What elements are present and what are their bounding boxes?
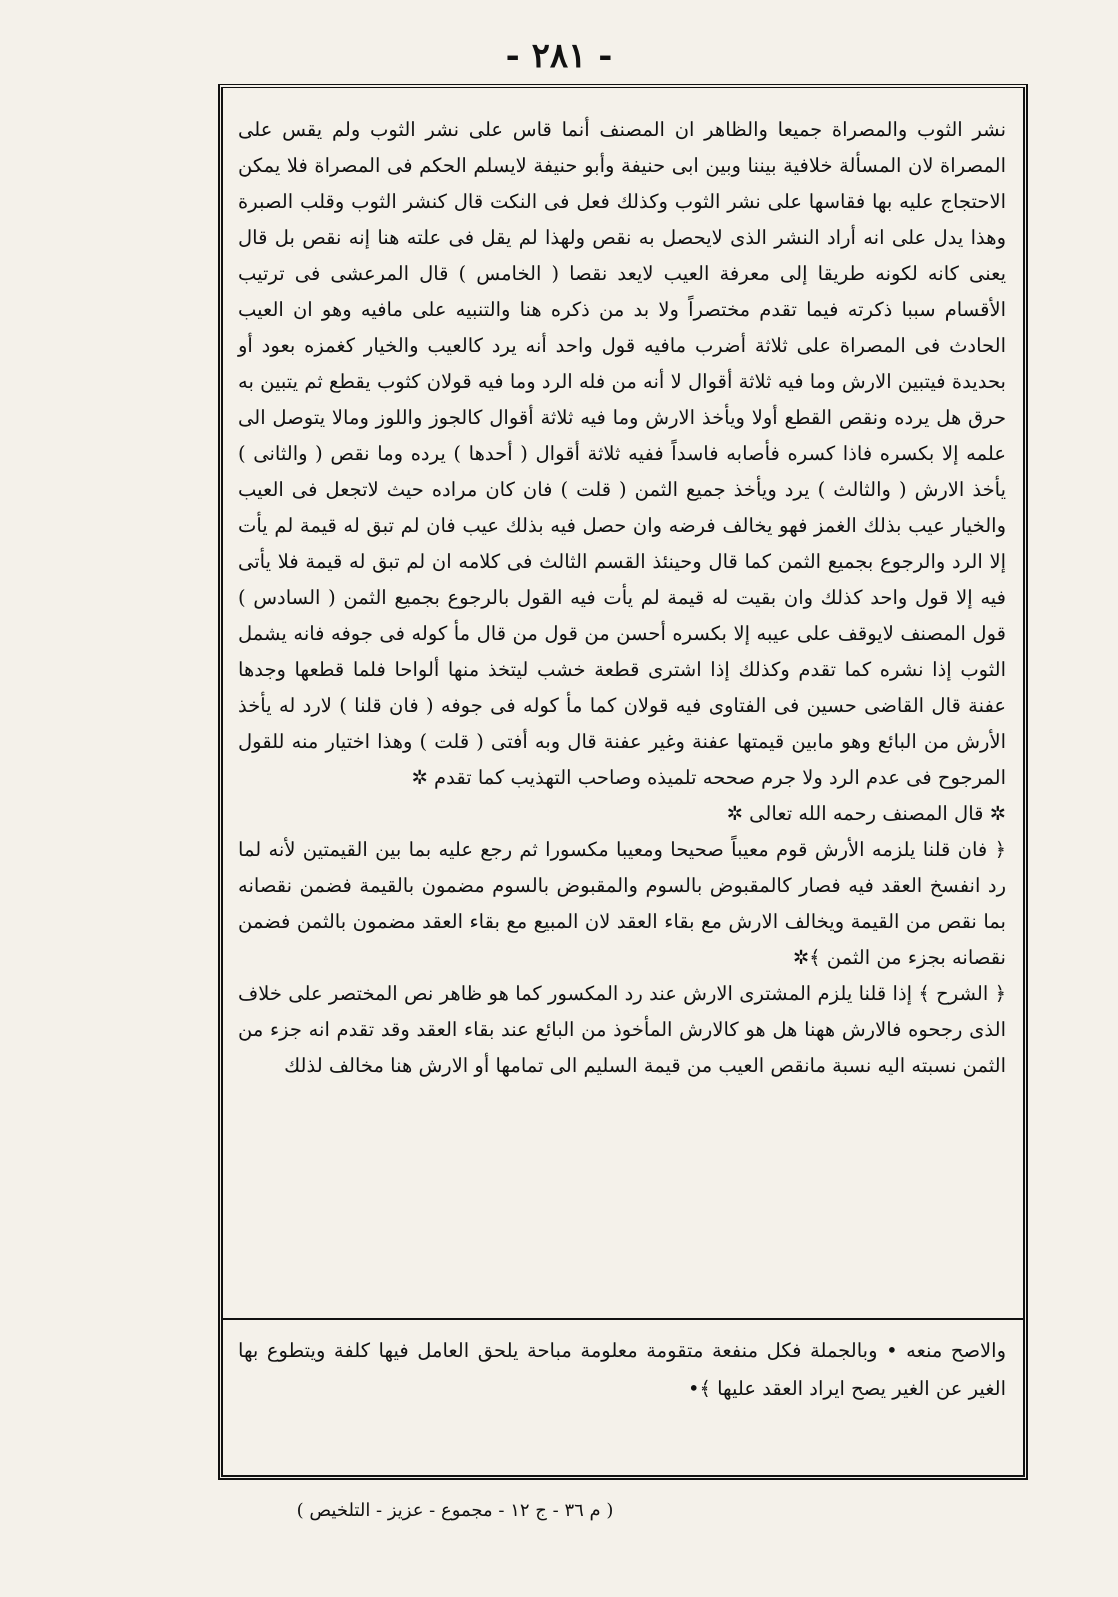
paragraph-matn: ﴿ فان قلنا يلزمه الأرش قوم معيباً صحيحا ومعيبا مكسورا ثم رجع عليه بما بين القيمتين لأنه لما رد انفسخ العقد فيه فصار كالمقبوض بالسوم والمقبوض بالسوم مضمون بالقيمة فضمن نقصانه بما نقص من القيمة ويخالف الارش مع بقاء العقد لان المبيع مع بقاء العقد مضمون بالثمن فضمن نقصانه بجزء من الثمن ﴾✲ (238, 838, 1006, 969)
paragraph-sharh: ﴿ الشرح ﴾ إذا قلنا يلزم المشترى الارش عند رد المكسور كما هو ظاهر نص المختصر على خلاف الذى رجحوه فالارش ههنا هل هو كالارش المأخوذ من البائع عند بقاء العقد وقد تقدم انه جزء من الثمن نسبته اليه نسبة مانقص العيب من قيمة السليم الى تمامها أو الارش هنا مخالف لذلك (238, 982, 1006, 1077)
signature-footer: ( م ٣٦ - ج ١٢ - مجموع - عزيز - التلخيص ) (296, 1500, 614, 1521)
lower-paragraph: والاصح منعه • وبالجملة فكل منفعة متقومة معلومة مباحة يلحق العامل فيها كلفة ويتطوع بها الغير عن الغير يصح ايراد العقد عليها ﴾• (238, 1339, 1006, 1400)
footnote-divider (222, 1318, 1024, 1320)
page-number: - ٢٨١ - (505, 36, 613, 76)
lower-text (238, 1332, 1006, 1408)
author-heading: ✲ قال المصنف رحمه الله تعالى ✲ (726, 802, 1006, 825)
main-text (238, 112, 1006, 1084)
paragraph-commentary: نشر الثوب والمصراة جميعا والظاهر ان المصنف أنما قاس على نشر الثوب ولم يقس على المصراة لان المسألة خلافية بيننا وبين ابى حنيفة وأبو حنيفة لايسلم الحكم فى المصراة فلا يمكن الاحتجاج عليه بها فقاسها على نشر الثوب وكذلك فعل فى النكت قال كنشر الثوب وقلب الصبرة وهذا يدل على انه أراد النشر الذى لايحصل به نقص ولهذا لم يقل فى علته هنا إنه نقص بل قال يعنى كانه لكونه طريقا إلى معرفة العيب لايعد نقصا ( الخامس ) قال المرعشى فى ترتيب الأقسام سببا ذكرته فيما تقدم مختصراً ولا بد من ذكره هنا والتنبيه على مافيه وهو ان العيب الحادث فى المصراة على ثلاثة أضرب مافيه قول واحد أنه يرد كالعيب والخيار كغمزه بعود أو بحديدة فيتبين الارش وما فيه ثلاثة أقوال لا أنه من فله الرد وما فيه قولان كثوب يقطع ثم يتبين به حرق هل يرده ونقص القطع أولا ويأخذ الارش وما فيه ثلاثة أقوال كالجوز واللوز ومالا يتوصل الى علمه إلا بكسره فاذا كسره فأصابه فاسداً ففيه ثلاثة أقوال ( أحدها ) يرده وما نقص ( والثانى ) يأخذ الارش ( والثالث ) يرد ويأخذ جميع الثمن ( قلت ) فان كان مراده حيث لاتجعل فى العيب والخيار عيب بذلك الغمز فهو يخالف فرضه وان حصل فيه بذلك عيب فان لم تبق له قيمة لم يأت إلا الرد والرجوع بجميع الثمن كما قال وحينئذ القسم الثالث فى كلامه ان لم تبق له قيمة فلا يأتى فيه إلا قول واحد كذلك وان بقيت له قيمة لم يأت فيه القول بالرجوع بجميع الثمن ( السادس ) قول المصنف لايوقف على عيبه إلا بكسره أحسن من قول من قال مأ كوله فى جوفه فانه يشمل الثوب إذا نشره كما تقدم وكذلك إذا اشترى قطعة خشب ليتخذ منها ألواحا فلما قطعها وجدها عفنة قال القاضى حسين فى الفتاوى فيه قولان كما مأ كوله فى جوفه ( فان قلنا ) لارد له يأخذ الأرش من البائع وهو مابين قيمتها عفنة وغير عفنة قال وبه أفتى ( قلت ) وهذا اختيار منه للقول المرجوح فى عدم الرد ولا جرم صححه تلميذه وصاحب التهذيب كما تقدم ✲ (238, 118, 1006, 789)
